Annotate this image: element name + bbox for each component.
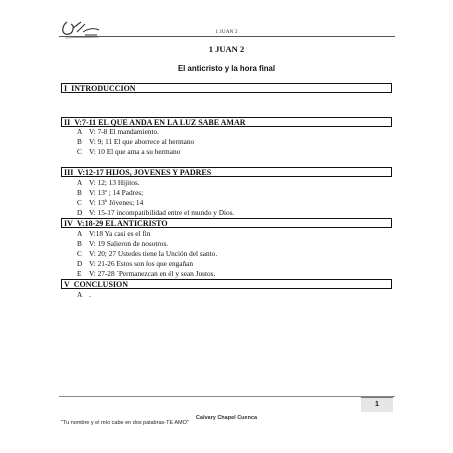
item-text-start: V: 13	[89, 188, 105, 197]
outline-item	[77, 290, 91, 299]
item-text: V: 9; 11 El que aborrece al hermano	[89, 137, 195, 146]
item-superscript: a	[104, 188, 107, 193]
item-letter: A	[77, 127, 83, 136]
item-text: V:18 Ya casi es el fin	[89, 229, 151, 238]
item-letter: D	[77, 208, 83, 217]
item-text: V: 19 Salieron de nosotros.	[89, 239, 169, 248]
outline-item	[77, 198, 143, 207]
document-title: 1 JUAN 2	[208, 44, 245, 54]
outline-item	[77, 208, 234, 217]
outline-item	[77, 137, 194, 146]
header-divider	[59, 36, 395, 37]
section-title: V:7-11 EL QUE ANDA EN LA LUZ SABE AMAR	[74, 118, 246, 127]
outline-item	[77, 239, 168, 248]
running-header: 1 JUAN 2	[215, 29, 238, 35]
outline-item	[77, 127, 159, 136]
item-text-start: V: 13	[89, 198, 105, 207]
item-letter: D	[77, 259, 83, 268]
item-text-end: ; 14 Padres;	[106, 188, 144, 197]
footer-motto: "Tu nombre y el mío cabe en dos palabras-TE AMO"	[61, 420, 189, 426]
outline-item	[77, 147, 180, 156]
item-letter: C	[77, 198, 82, 207]
item-text: V: 21-26 Estos son los que engañan	[89, 259, 194, 268]
item-letter: A	[77, 290, 83, 299]
section-title: V:18-29 EL ANTICRISTO	[76, 219, 168, 228]
section-number: II	[64, 118, 71, 127]
outline-item	[77, 249, 217, 258]
outline-item	[77, 269, 215, 278]
section-number: III	[64, 168, 74, 177]
item-letter: A	[77, 178, 83, 187]
document-subtitle: El anticristo y la hora final	[177, 64, 276, 73]
item-text-end: Jóvenes; 14	[107, 198, 144, 207]
outline-item	[77, 178, 140, 187]
item-text: V: 10 El que ama a su hermano	[89, 147, 181, 156]
section-title: V:12-17 HIJOS, JOVENES Y PADRES	[77, 168, 212, 177]
section-number: IV	[64, 219, 73, 228]
item-text: .	[89, 290, 91, 299]
item-superscript: b	[104, 198, 108, 203]
section-heading-5	[61, 279, 392, 289]
item-letter: C	[77, 147, 82, 156]
item-text: V: 7-8 El mandamiento.	[89, 127, 159, 136]
item-letter: C	[77, 249, 82, 258]
section-heading-2	[61, 117, 392, 127]
outline-item	[77, 188, 143, 197]
footer-divider	[59, 396, 395, 397]
item-text: V: 27-28 ´Permanezcan en él y sean Justos.	[89, 269, 216, 278]
item-letter: B	[77, 239, 82, 248]
section-heading-1	[61, 83, 392, 93]
item-text: V: 15-17 incompatibilidad entre el mundo y Dios.	[89, 208, 235, 217]
church-name: Calvary Chapel Cuenca	[195, 415, 258, 421]
page-number: 1	[361, 397, 393, 412]
section-number: V	[64, 280, 70, 289]
item-letter: A	[77, 229, 83, 238]
item-text: V: 20; 27 Ustedes tiene la Unción del santo.	[89, 249, 218, 258]
section-heading-3	[61, 167, 392, 177]
section-title: INTRODUCCION	[71, 84, 136, 93]
outline-item	[77, 229, 150, 238]
outline-item	[77, 259, 193, 268]
item-text: V: 12; 13 Hijitos.	[89, 178, 140, 187]
item-letter: B	[77, 188, 82, 197]
section-title: CONCLUSION	[73, 280, 129, 289]
section-heading-4	[61, 218, 392, 228]
item-letter: B	[77, 137, 82, 146]
section-number: I	[64, 84, 68, 93]
item-letter: E	[77, 269, 82, 278]
